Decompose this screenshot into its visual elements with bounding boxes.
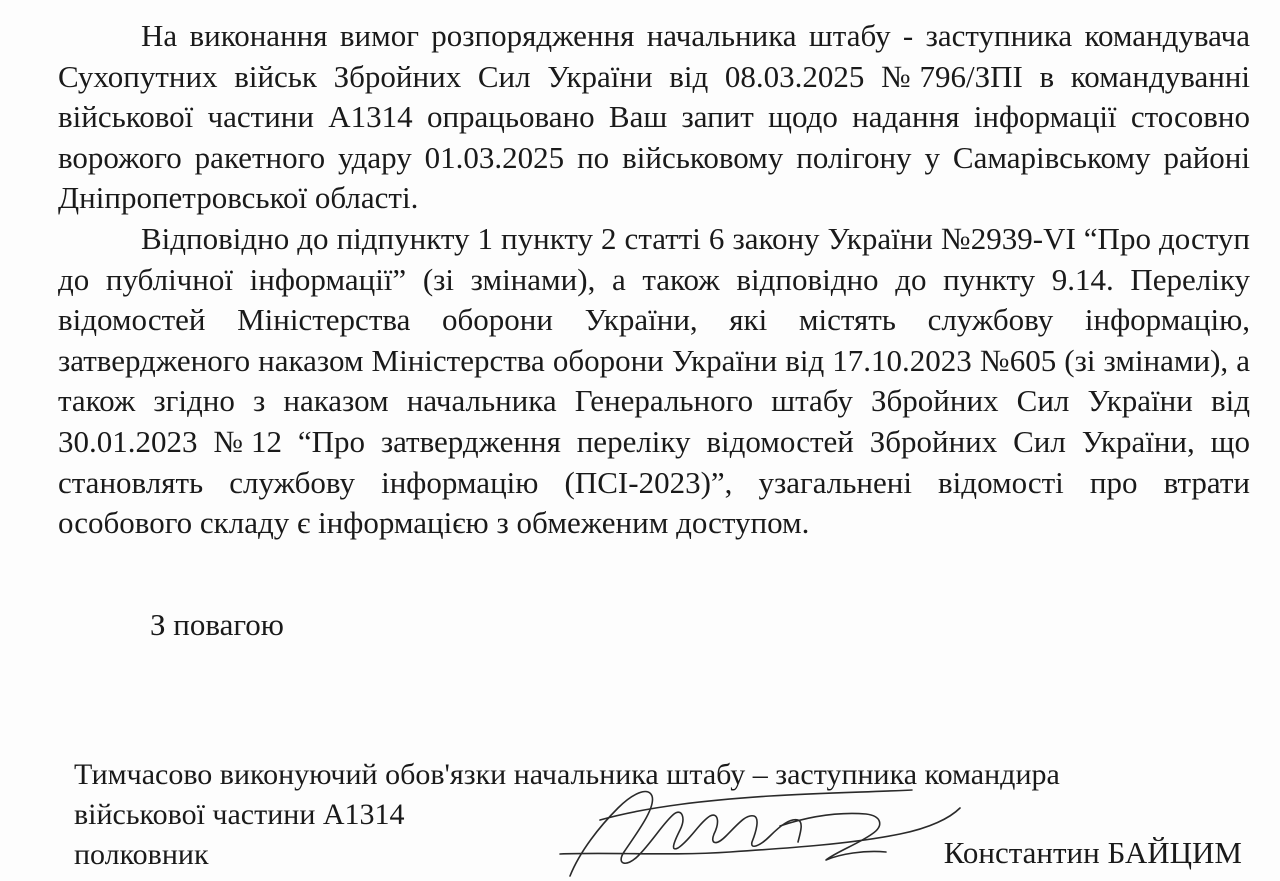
signer-rank: полковник	[74, 838, 209, 871]
letter-body	[58, 16, 1250, 544]
signer-name: Константин БАЙЦИМ	[943, 835, 1242, 870]
signature-block	[74, 755, 1246, 875]
closing-phrase: З повагою	[150, 607, 284, 642]
signer-position-line-2: військової частини А1314	[74, 798, 405, 831]
signer-position-line-1: Тимчасово виконуючий обов'язки начальника штабу – заступника командира	[74, 758, 1060, 791]
paragraph-request-processed: На виконання вимог розпорядження начальника штабу - заступника командувача Сухопутних військ Збройних Сил України від 08.03.2025 №796/ЗПІ в командуванні військової частини А1314 опрацьовано Ваш запит щодо надання інформації стосовно ворожого ракетного удару 01.03.2025 по військовому полігону у Самарівському районі Дніпропетровської області.	[58, 18, 1250, 216]
paragraph-legal-basis: Відповідно до підпункту 1 пункту 2 статті 6 закону України №2939-VI “Про доступ до публічної інформації” (зі змінами), а також відповідно до пункту 9.14. Переліку відомостей Міністерства оборони України, які містять службову інформацію, затвердженого наказом Міністерства оборони України від 17.10.2023 №605 (зі змінами), а також згідно з наказом начальника Генерального штабу Збройних Сил України від 30.01.2023 №12 “Про затвердження переліку відомостей Збройних Сил України, що становлять службову інформацію (ПСІ-2023)”, узагальнені відомості про втрати особового складу є інформацією з обмеженим доступом.	[58, 220, 1250, 541]
